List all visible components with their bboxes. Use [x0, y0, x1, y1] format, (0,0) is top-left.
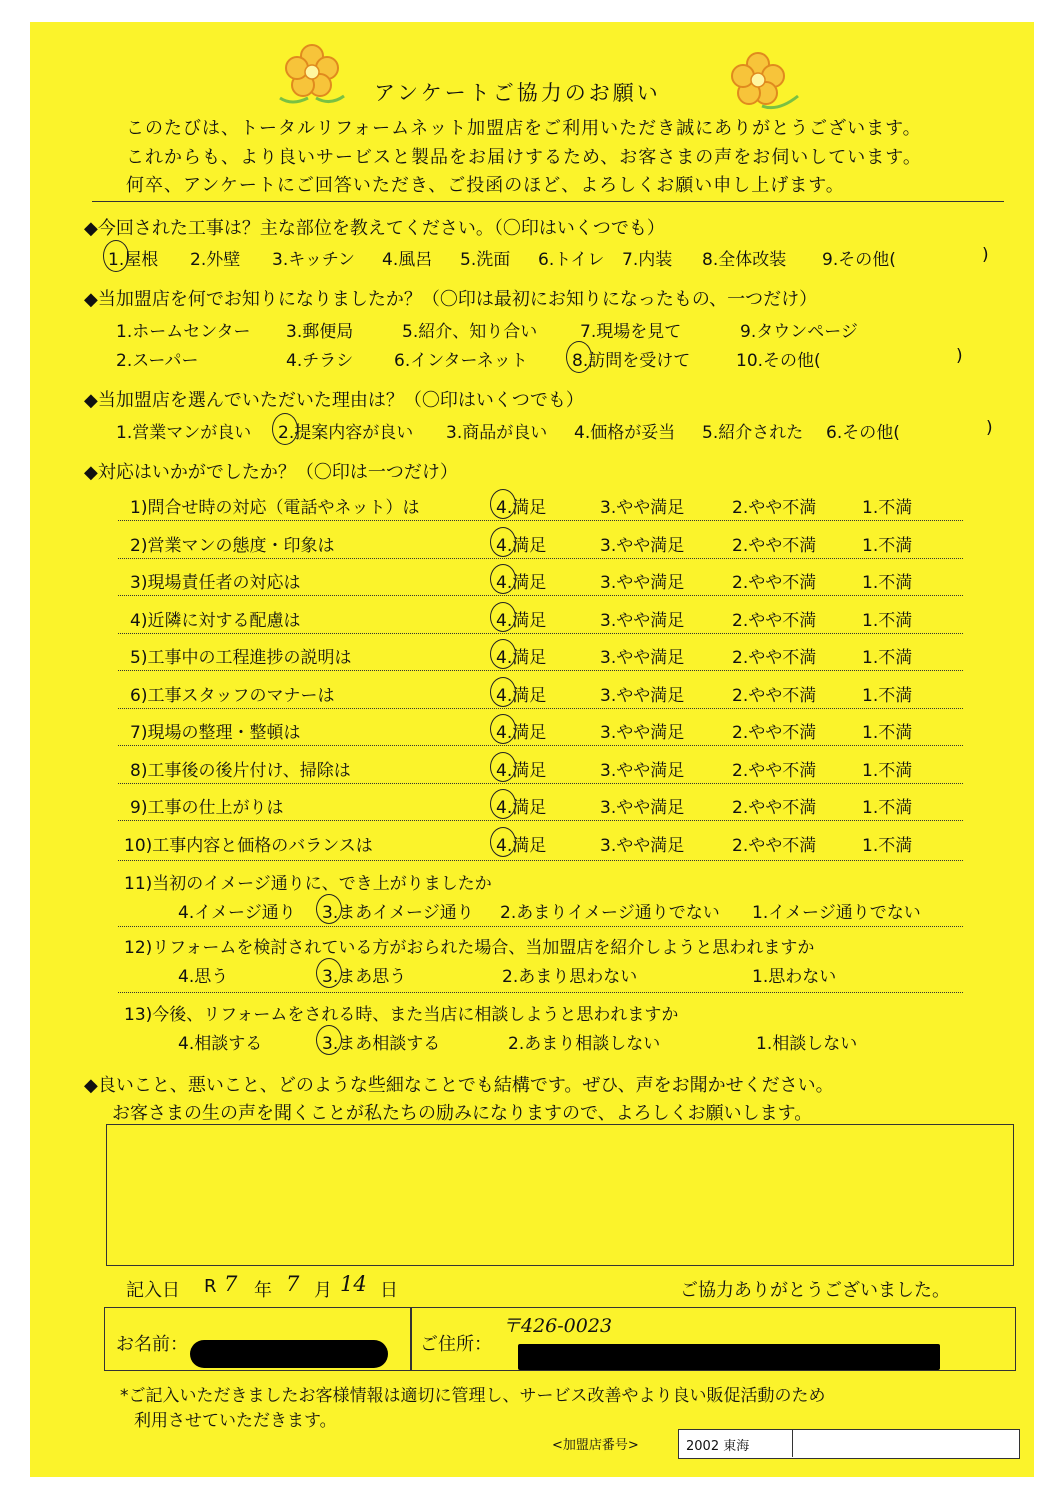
q2-option-3[interactable]: 3.郵便局: [286, 322, 354, 342]
intro-line-1: このたびは、トータルリフォームネット加盟店をご利用いただき誠にありがとうございます。: [126, 118, 922, 139]
rating-row-7-option-3[interactable]: 3.やや満足: [600, 723, 685, 743]
date-day-label: 日: [380, 1280, 398, 1301]
rating-row-9-option-3[interactable]: 3.やや満足: [600, 798, 685, 818]
rating-row-8-rule: [118, 783, 963, 784]
name-label: お名前：: [116, 1334, 188, 1355]
date-month[interactable]: 7: [286, 1272, 300, 1296]
rating-row-2-option-2[interactable]: 2.やや不満: [732, 536, 817, 556]
privacy-note-line-2: 利用させていただきます。: [134, 1411, 337, 1431]
q3-option-1[interactable]: 1.営業マンが良い: [116, 423, 252, 443]
rating-row-6-circle: [490, 677, 516, 707]
rating-row-1-rule: [118, 520, 963, 521]
rating-row-4-rule: [118, 633, 963, 634]
q11-title: 11)当初のイメージ通りに、でき上がりましたか: [124, 874, 492, 894]
rating-row-9-option-2[interactable]: 2.やや不満: [732, 798, 817, 818]
q12-title: 12)リフォームを検討されている方がおられた場合、当加盟店を紹介しようと思われますか: [124, 938, 815, 958]
store-number-value: 2002 東海: [686, 1439, 750, 1454]
flower-right-icon: [718, 50, 802, 116]
rating-row-3-option-4[interactable]: 4.満足: [496, 573, 547, 593]
q11-option-4[interactable]: 4.イメージ通り: [178, 903, 296, 923]
rating-row-9-rule: [118, 820, 963, 821]
q3-option-2[interactable]: 2.提案内容が良い: [278, 423, 414, 443]
q1-selection-circle: [103, 240, 129, 272]
date-year-label: 年: [254, 1280, 272, 1301]
q2-option-6[interactable]: 6.インターネット: [394, 351, 528, 371]
q1-option-9[interactable]: 9.その他(: [822, 250, 896, 270]
rating-row-9-option-1[interactable]: 1.不満: [862, 798, 913, 818]
q2-option-10[interactable]: 10.その他(: [736, 351, 821, 371]
date-era: R: [204, 1276, 217, 1297]
q1-option-5[interactable]: 5.洗面: [460, 250, 511, 270]
q1-option-4[interactable]: 4.風呂: [382, 250, 433, 270]
flower-left-icon: [272, 40, 352, 110]
rating-row-9-circle: [490, 789, 516, 819]
rating-row-2-circle: [490, 527, 516, 557]
q1-option-2[interactable]: 2.外壁: [190, 250, 241, 270]
name-redaction: [190, 1340, 388, 1368]
q2-option-7[interactable]: 7.現場を見て: [580, 322, 682, 342]
q12-option-2[interactable]: 2.あまり思わない: [502, 967, 638, 987]
q2-option-5[interactable]: 5.紹介、知り合い: [402, 322, 538, 342]
q13-option-4[interactable]: 4.相談する: [178, 1034, 263, 1054]
rating-row-1-option-3[interactable]: 3.やや満足: [600, 498, 685, 518]
q2-selection-circle: [566, 341, 592, 373]
q3-option-6[interactable]: 6.その他(: [826, 423, 900, 443]
rating-row-10-option-2[interactable]: 2.やや不満: [732, 836, 817, 856]
intro-line-2: これからも、より良いサービスと製品をお届けするため、お客さまの声をお伺いしています。: [126, 147, 922, 168]
rating-row-5-option-2[interactable]: 2.やや不満: [732, 648, 817, 668]
address-label: ご住所：: [420, 1334, 492, 1355]
date-month-label: 月: [314, 1280, 332, 1301]
q3-option-5[interactable]: 5.紹介された: [702, 423, 804, 443]
postal-code[interactable]: 〒426-0023: [502, 1315, 613, 1337]
rating-row-6-option-2[interactable]: 2.やや不満: [732, 686, 817, 706]
rating-row-6-option-1[interactable]: 1.不満: [862, 686, 913, 706]
q3-option-4[interactable]: 4.価格が妥当: [574, 423, 676, 443]
rating-row-1-circle: [490, 489, 516, 519]
intro-line-3: 何卒、アンケートにご回答いただき、ご投函のほど、よろしくお願い申し上げます。: [126, 175, 845, 196]
q4-title: ◆対応はいかがでしたか？（〇印は一つだけ）: [84, 462, 458, 483]
q13-option-2[interactable]: 2.あまり相談しない: [508, 1034, 661, 1054]
rating-row-4-option-1[interactable]: 1.不満: [862, 611, 913, 631]
q3-option-3[interactable]: 3.商品が良い: [446, 423, 548, 443]
rating-row-10-rule: [118, 860, 963, 861]
date-year[interactable]: 7: [224, 1272, 238, 1296]
q1-option-6[interactable]: 6.トイレ: [538, 250, 605, 270]
q12-option-4[interactable]: 4.思う: [178, 967, 229, 987]
rating-row-7-circle: [490, 714, 516, 744]
q12-option-1[interactable]: 1.思わない: [752, 967, 837, 987]
rating-row-1-option-4[interactable]: 4.満足: [496, 498, 547, 518]
q3-selection-circle: [272, 413, 298, 445]
rating-row-6-option-3[interactable]: 3.やや満足: [600, 686, 685, 706]
rating-row-7-option-1[interactable]: 1.不満: [862, 723, 913, 743]
rating-row-8-option-1[interactable]: 1.不満: [862, 761, 913, 781]
rating-row-5-option-3[interactable]: 3.やや満足: [600, 648, 685, 668]
rating-row-7-option-4[interactable]: 4.満足: [496, 723, 547, 743]
page-title: アンケートご協力のお願い: [374, 81, 661, 105]
rating-row-3-option-1[interactable]: 1.不満: [862, 573, 913, 593]
rating-row-2-option-3[interactable]: 3.やや満足: [600, 536, 685, 556]
rating-row-10-label: 10)工事内容と価格のバランスは: [124, 836, 373, 856]
header-divider: [92, 201, 1004, 202]
rating-row-6-rule: [118, 708, 963, 709]
rating-row-7-rule: [118, 745, 963, 746]
q1-option-9-close: ): [982, 245, 989, 265]
q2-title: ◆当加盟店を何でお知りになりましたか？（〇印は最初にお知りになったもの、一つだけ）: [84, 289, 818, 310]
q12-option-3[interactable]: 3.まあ思う: [322, 967, 407, 987]
rating-row-8-option-3[interactable]: 3.やや満足: [600, 761, 685, 781]
q2-option-9[interactable]: 9.タウンページ: [740, 322, 858, 342]
q13-title: 13)今後、リフォームをされる時、また当店に相談しようと思われますか: [124, 1005, 679, 1025]
q2-option-1[interactable]: 1.ホームセンター: [116, 322, 251, 342]
date-day[interactable]: 14: [340, 1272, 367, 1296]
store-number-label: <加盟店番号>: [552, 1438, 639, 1453]
rating-row-8-circle: [490, 752, 516, 782]
rating-row-6-option-4[interactable]: 4.満足: [496, 686, 547, 706]
rating-row-2-option-4[interactable]: 4.満足: [496, 536, 547, 556]
q1-option-7[interactable]: 7.内装: [622, 250, 673, 270]
rating-row-5-circle: [490, 639, 516, 669]
q13-option-3[interactable]: 3.まあ相談する: [322, 1034, 441, 1054]
rating-row-4-option-4[interactable]: 4.満足: [496, 611, 547, 631]
comment-box[interactable]: [106, 1124, 1014, 1266]
rating-row-8-option-4[interactable]: 4.満足: [496, 761, 547, 781]
q12-rule: [118, 992, 963, 993]
rating-row-10-circle: [490, 827, 516, 857]
rating-row-5-label: 5)工事中の工程進捗の説明は: [130, 648, 352, 668]
rating-row-9-option-4[interactable]: 4.満足: [496, 798, 547, 818]
q1-option-1[interactable]: 1.屋根: [108, 250, 159, 270]
comments-subtitle: お客さまの生の声を聞くことが私たちの励みになりますので、よろしくお願いします。: [112, 1103, 813, 1124]
address-redaction: [518, 1344, 940, 1370]
rating-row-5-option-1[interactable]: 1.不満: [862, 648, 913, 668]
rating-row-6-label: 6)工事スタッフのマナーは: [130, 686, 335, 706]
q11-option-1[interactable]: 1.イメージ通りでない: [752, 903, 921, 923]
q2-option-8[interactable]: 8.訪問を受けて: [572, 351, 691, 371]
rating-row-3-circle: [490, 564, 516, 594]
rating-row-4-circle: [490, 602, 516, 632]
q2-option-10-close: ): [956, 346, 963, 366]
q2-option-4[interactable]: 4.チラシ: [286, 351, 354, 371]
rating-row-10-option-1[interactable]: 1.不満: [862, 836, 913, 856]
rating-row-7-option-2[interactable]: 2.やや不満: [732, 723, 817, 743]
q12-selection-circle: [316, 958, 342, 988]
q11-option-3[interactable]: 3.まあイメージ通り: [322, 903, 474, 923]
rating-row-9-label: 9)工事の仕上がりは: [130, 798, 284, 818]
rating-row-2-option-1[interactable]: 1.不満: [862, 536, 913, 556]
q13-option-1[interactable]: 1.相談しない: [756, 1034, 858, 1054]
thanks-message: ご協力ありがとうございました。: [680, 1280, 950, 1301]
rating-row-3-option-3[interactable]: 3.やや満足: [600, 573, 685, 593]
q11-rule: [118, 926, 963, 927]
rating-row-4-label: 4)近隣に対する配慮は: [130, 611, 301, 631]
rating-row-3-rule: [118, 595, 963, 596]
rating-row-8-option-2[interactable]: 2.やや不満: [732, 761, 817, 781]
q3-title: ◆当加盟店を選んでいただいた理由は？（〇印はいくつでも）: [84, 390, 584, 411]
q11-option-2[interactable]: 2.あまりイメージ通りでない: [500, 903, 720, 923]
q2-option-2[interactable]: 2.スーパー: [116, 351, 199, 371]
rating-row-7-label: 7)現場の整理・整頓は: [130, 723, 301, 743]
rating-row-10-option-4[interactable]: 4.満足: [496, 836, 547, 856]
rating-row-2-rule: [118, 558, 963, 559]
q1-option-3[interactable]: 3.キッチン: [272, 250, 356, 270]
rating-row-5-rule: [118, 670, 963, 671]
rating-row-3-label: 3)現場責任者の対応は: [130, 573, 301, 593]
rating-row-1-label: 1)問合せ時の対応（電話やネット）は: [130, 498, 420, 518]
rating-row-10-option-3[interactable]: 3.やや満足: [600, 836, 685, 856]
q3-option-6-close: ): [986, 418, 993, 438]
privacy-note-line-1: *ご記入いただきましたお客様情報は適切に管理し、サービス改善やより良い販促活動のため: [120, 1386, 826, 1406]
q1-title: ◆今回された工事は？主な部位を教えてください。（〇印はいくつでも）: [84, 218, 665, 239]
rating-row-1-option-2[interactable]: 2.やや不満: [732, 498, 817, 518]
rating-row-3-option-2[interactable]: 2.やや不満: [732, 573, 817, 593]
q11-selection-circle: [316, 894, 342, 924]
rating-row-4-option-2[interactable]: 2.やや不満: [732, 611, 817, 631]
rating-row-2-label: 2)営業マンの態度・印象は: [130, 536, 335, 556]
date-label: 記入日: [126, 1280, 180, 1301]
q13-selection-circle: [316, 1025, 342, 1055]
comments-title: ◆良いこと、悪いこと、どのような些細なことでも結構です。ぜひ、声をお聞かせください。: [84, 1075, 834, 1096]
rating-row-8-label: 8)工事後の後片付け、掃除は: [130, 761, 351, 781]
rating-row-4-option-3[interactable]: 3.やや満足: [600, 611, 685, 631]
rating-row-5-option-4[interactable]: 4.満足: [496, 648, 547, 668]
store-number-divider: [792, 1430, 793, 1457]
rating-row-1-option-1[interactable]: 1.不満: [862, 498, 913, 518]
q1-option-8[interactable]: 8.全体改装: [702, 250, 787, 270]
